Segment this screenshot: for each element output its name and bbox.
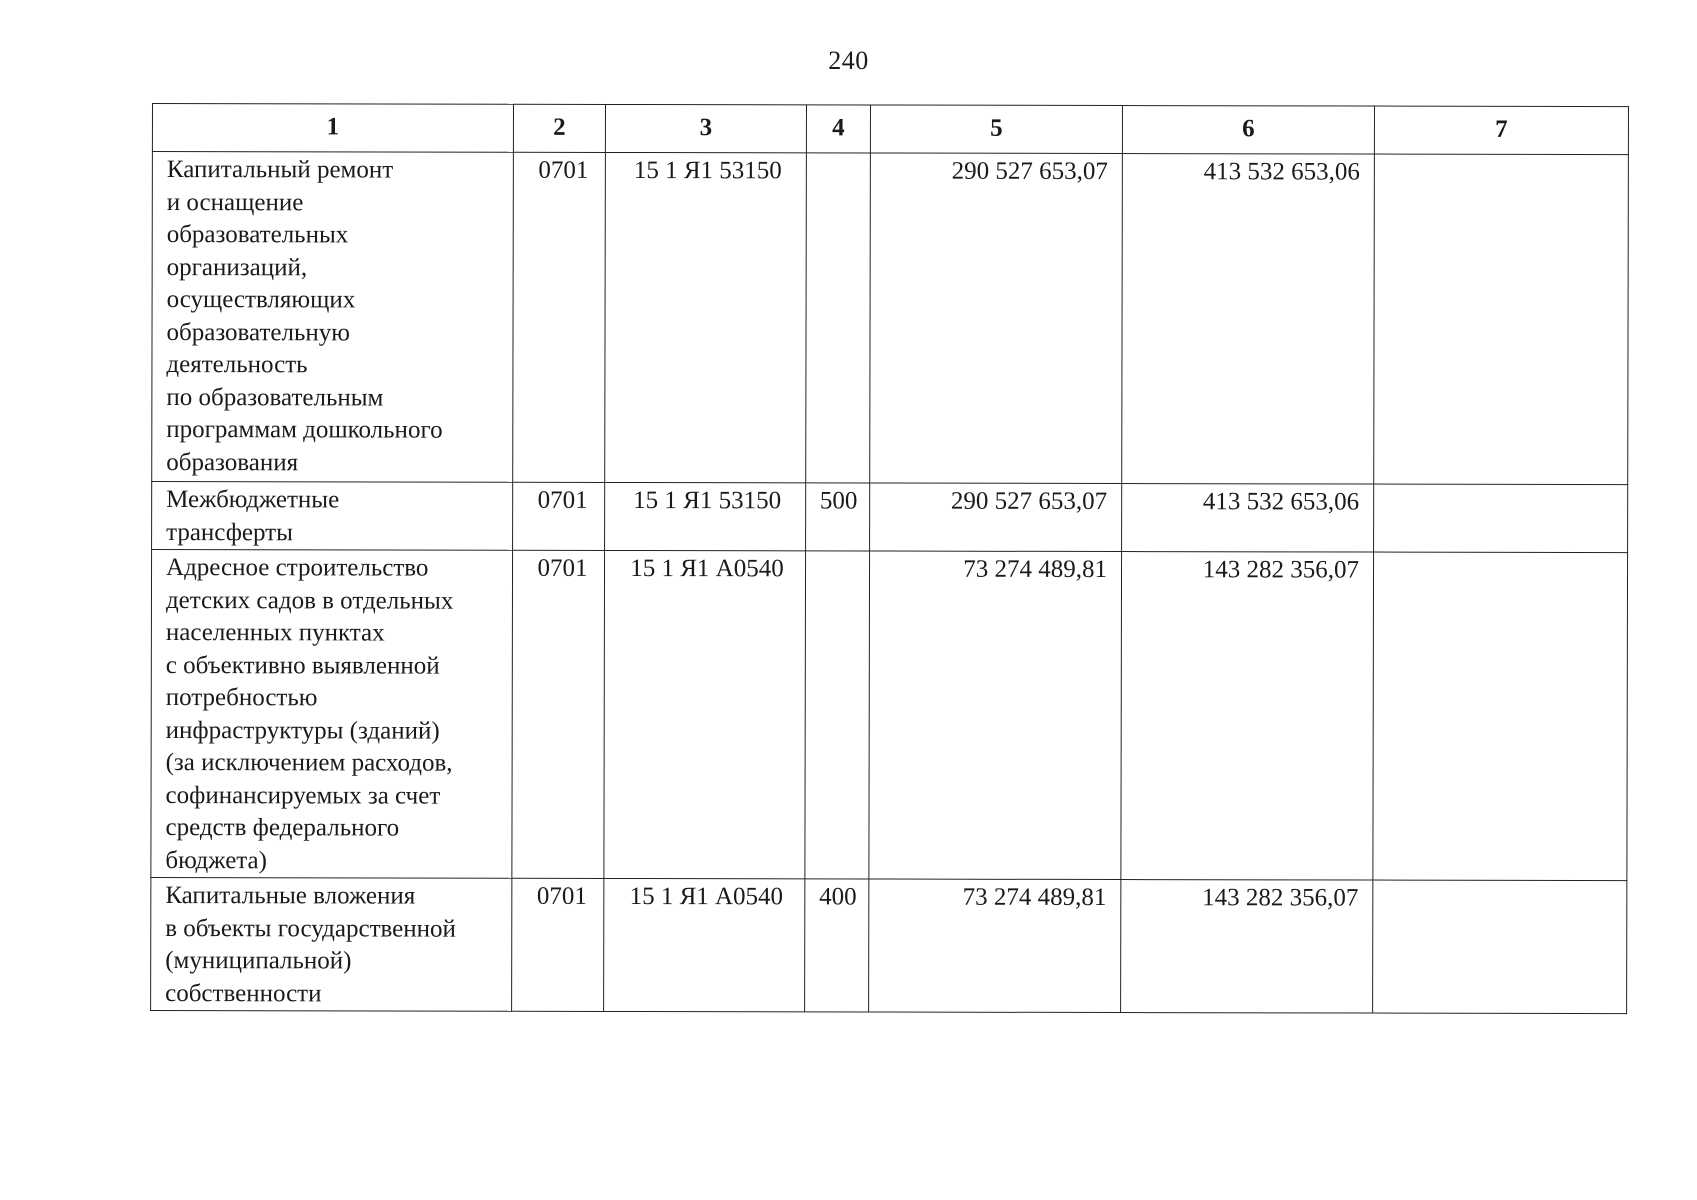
- name-line: потребностью: [165, 684, 318, 712]
- name-line: программам дошкольного: [166, 416, 443, 444]
- name-line: инфраструктуры (зданий): [165, 716, 440, 745]
- name-line: Капитальный ремонт: [166, 156, 394, 184]
- column-header-7: 7: [1374, 106, 1628, 155]
- name-line: бюджета): [165, 846, 267, 874]
- amount-7-cell: [1374, 154, 1629, 485]
- amount-6-cell: 143 282 356,07: [1121, 880, 1373, 1014]
- amount-7-cell: [1373, 880, 1627, 1014]
- name-line: софинансируемых за счет: [165, 781, 441, 810]
- name-line: и оснащение: [166, 188, 304, 216]
- name-line: в объекты государственной: [165, 914, 456, 943]
- expense-type-cell: [805, 551, 870, 879]
- expense-type-cell: 400: [805, 879, 869, 1012]
- amount-6-cell: 413 532 653,06: [1122, 154, 1375, 485]
- name-line: образования: [166, 448, 299, 476]
- expense-type-cell: 500: [806, 483, 870, 551]
- name-line: детских садов в отдельных: [165, 586, 454, 615]
- budget-table: [150, 103, 1629, 1014]
- amount-7-cell: [1373, 552, 1628, 881]
- amount-5-cell: 290 527 653,07: [870, 153, 1123, 484]
- table-row: [151, 877, 1627, 1013]
- expense-type-cell: [806, 153, 871, 483]
- row-name-cell: [151, 550, 513, 879]
- column-header-6: 6: [1122, 106, 1374, 155]
- row-name-cell: [151, 877, 512, 1011]
- row-name-cell: [152, 152, 514, 483]
- section-code-cell: 0701: [513, 482, 605, 550]
- column-header-2: 2: [513, 104, 605, 152]
- name-line: Межбюджетные: [166, 486, 340, 514]
- amount-5-cell: 73 274 489,81: [869, 551, 1122, 880]
- table-row: [152, 482, 1628, 553]
- name-line: средств федерального: [165, 814, 400, 842]
- name-line: (за исключением расходов,: [165, 749, 453, 777]
- column-header-4: 4: [806, 105, 870, 153]
- target-code-cell: 15 1 Я1 А0540: [604, 878, 805, 1011]
- page-number: 240: [828, 46, 869, 75]
- section-code-cell: 0701: [512, 878, 604, 1011]
- name-line: (муниципальной): [165, 947, 352, 975]
- row-name-cell: [152, 482, 513, 551]
- amount-7-cell: [1374, 484, 1628, 553]
- amount-5-cell: 290 527 653,07: [870, 483, 1122, 552]
- amount-6-cell: 143 282 356,07: [1121, 552, 1374, 881]
- column-header-5: 5: [870, 105, 1122, 154]
- name-line: трансферты: [166, 518, 293, 546]
- target-code-cell: 15 1 Я1 53150: [605, 152, 807, 482]
- section-code-cell: 0701: [512, 550, 605, 878]
- name-line: собственности: [165, 979, 322, 1007]
- name-line: осуществляющих: [166, 286, 356, 314]
- column-header-3: 3: [605, 104, 806, 152]
- name-line: организаций,: [166, 253, 308, 281]
- name-line: с объективно выявленной: [165, 651, 440, 680]
- amount-5-cell: 73 274 489,81: [869, 879, 1121, 1013]
- name-line: населенных пунктах: [165, 619, 385, 647]
- header-row: [152, 104, 1628, 155]
- table-row: [151, 550, 1628, 881]
- target-code-cell: 15 1 Я1 53150: [605, 482, 806, 550]
- name-line: Капитальные вложения: [165, 882, 416, 910]
- table-row: [152, 152, 1629, 485]
- name-line: деятельность: [166, 351, 308, 379]
- target-code-cell: 15 1 Я1 А0540: [604, 550, 806, 878]
- amount-6-cell: 413 532 653,06: [1122, 484, 1374, 553]
- name-line: Адресное строительство: [165, 554, 429, 582]
- name-line: образовательных: [166, 221, 349, 249]
- column-header-1: 1: [152, 104, 513, 153]
- name-line: образовательную: [166, 318, 350, 346]
- section-code-cell: 0701: [513, 152, 606, 482]
- name-line: по образовательным: [166, 383, 384, 411]
